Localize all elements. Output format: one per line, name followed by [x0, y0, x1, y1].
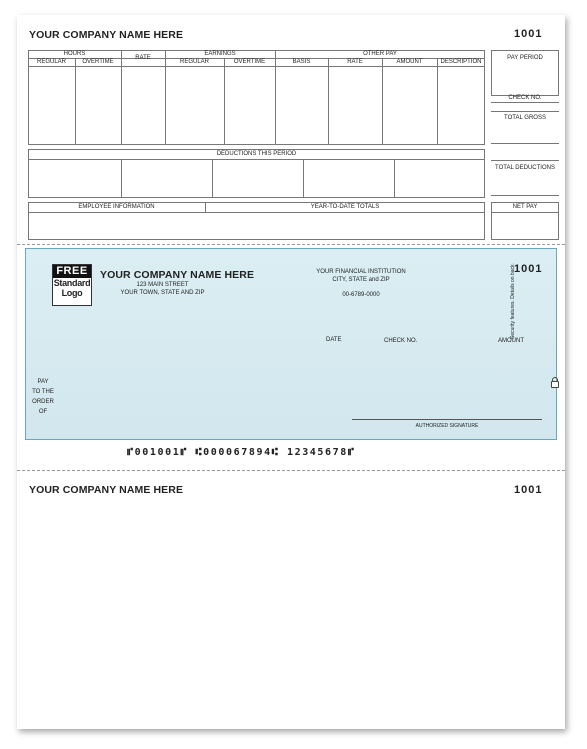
deductions-col-line — [121, 159, 122, 198]
pay-to-the-order-of-label — [32, 377, 54, 417]
total-deductions-line-bottom — [491, 195, 559, 196]
grid-col-line — [224, 58, 225, 145]
check-address-line1: 123 MAIN STREET — [136, 282, 189, 288]
authorized-signature-label: AUTHORIZED SIGNATURE — [415, 423, 479, 429]
payroll-check-form — [17, 15, 565, 729]
bank-city-state-zip: CITY, STATE and ZIP — [332, 277, 390, 283]
top-stub-company-name: YOUR COMPANY NAME HERE — [29, 29, 184, 41]
bank-name: YOUR FINANCIAL INSTITUTION — [316, 269, 406, 275]
logo-placeholder — [52, 264, 92, 306]
perforation-line-top — [17, 244, 565, 245]
grid-col-line — [382, 58, 383, 145]
col-hours-overtime: OVERTIME — [82, 59, 114, 65]
deductions-col-line — [394, 159, 395, 198]
grid-col-line — [121, 50, 122, 145]
total-gross-line-top — [491, 111, 559, 112]
logo-standard-text: Standard — [53, 278, 91, 288]
padlock-icon — [551, 381, 559, 388]
micr-line: ⑈001001⑈ ⑆000067894⑆ 12345678⑈ — [127, 447, 356, 458]
check-no-field-label: CHECK NO. — [384, 338, 418, 344]
earnings-group-label: EARNINGS — [204, 51, 236, 57]
check-address-line2: YOUR TOWN, STATE AND ZIP — [120, 290, 205, 296]
deductions-header-divider — [28, 159, 485, 160]
col-earnings-overtime: OVERTIME — [233, 59, 266, 65]
padlock-shackle-icon — [552, 377, 558, 382]
pay-period-label: PAY PERIOD — [507, 55, 543, 61]
logo-free-text: FREE — [53, 265, 91, 278]
total-deductions-line-top — [491, 160, 559, 161]
logo-logo-text: Logo — [61, 288, 83, 298]
rate-header: RATE — [135, 55, 151, 61]
col-other-description: DESCRIPTION — [440, 59, 482, 65]
employee-header-divider — [28, 212, 485, 213]
deductions-label: DEDUCTIONS THIS PERIOD — [216, 151, 297, 157]
check-company-name: YOUR COMPANY NAME HERE — [100, 269, 255, 281]
grid-col-line — [328, 58, 329, 145]
deductions-col-line — [303, 159, 304, 198]
grid-col-line — [437, 58, 438, 145]
bottom-stub-company-name: YOUR COMPANY NAME HERE — [29, 484, 184, 496]
employee-information-label: EMPLOYEE INFORMATION — [78, 204, 155, 210]
check-body — [25, 248, 557, 440]
perforation-line-bottom — [17, 470, 565, 471]
grid-header-divider — [28, 66, 485, 67]
other-pay-group-label: OTHER PAY — [363, 51, 397, 57]
col-other-amount: AMOUNT — [396, 59, 423, 65]
net-pay-divider — [491, 212, 559, 213]
check-no-label: CHECK NO. — [508, 95, 542, 101]
total-gross-label: TOTAL GROSS — [504, 115, 546, 121]
amount-label: AMOUNT — [498, 338, 524, 344]
bottom-stub-check-number: 1001 — [514, 484, 543, 496]
signature-line — [352, 419, 542, 420]
of-label: OF — [38, 409, 48, 415]
order-label: ORDER — [32, 399, 54, 405]
col-earnings-regular: REGULAR — [179, 59, 209, 65]
year-to-date-totals-label: YEAR-TO-DATE TOTALS — [310, 204, 380, 210]
total-deductions-label: TOTAL DEDUCTIONS — [495, 165, 555, 171]
hours-group-label: HOURS — [63, 51, 86, 57]
to-the-label: TO THE — [32, 389, 54, 395]
top-stub-check-number: 1001 — [514, 28, 543, 40]
date-label: DATE — [326, 337, 342, 343]
col-other-basis: BASIS — [292, 59, 311, 65]
routing-fraction: 00-6789-0000 — [342, 292, 380, 298]
total-gross-line-bottom — [491, 143, 559, 144]
col-other-rate: RATE — [347, 59, 363, 65]
pay-label: PAY — [37, 379, 49, 385]
deductions-col-line — [212, 159, 213, 198]
check-no-line — [491, 102, 559, 103]
check-number: 1001 — [514, 263, 543, 275]
col-hours-regular: REGULAR — [36, 59, 66, 65]
security-features-text: Security features. Details on back. — [510, 263, 516, 339]
grid-col-line — [75, 58, 76, 145]
net-pay-label: NET PAY — [512, 204, 538, 210]
